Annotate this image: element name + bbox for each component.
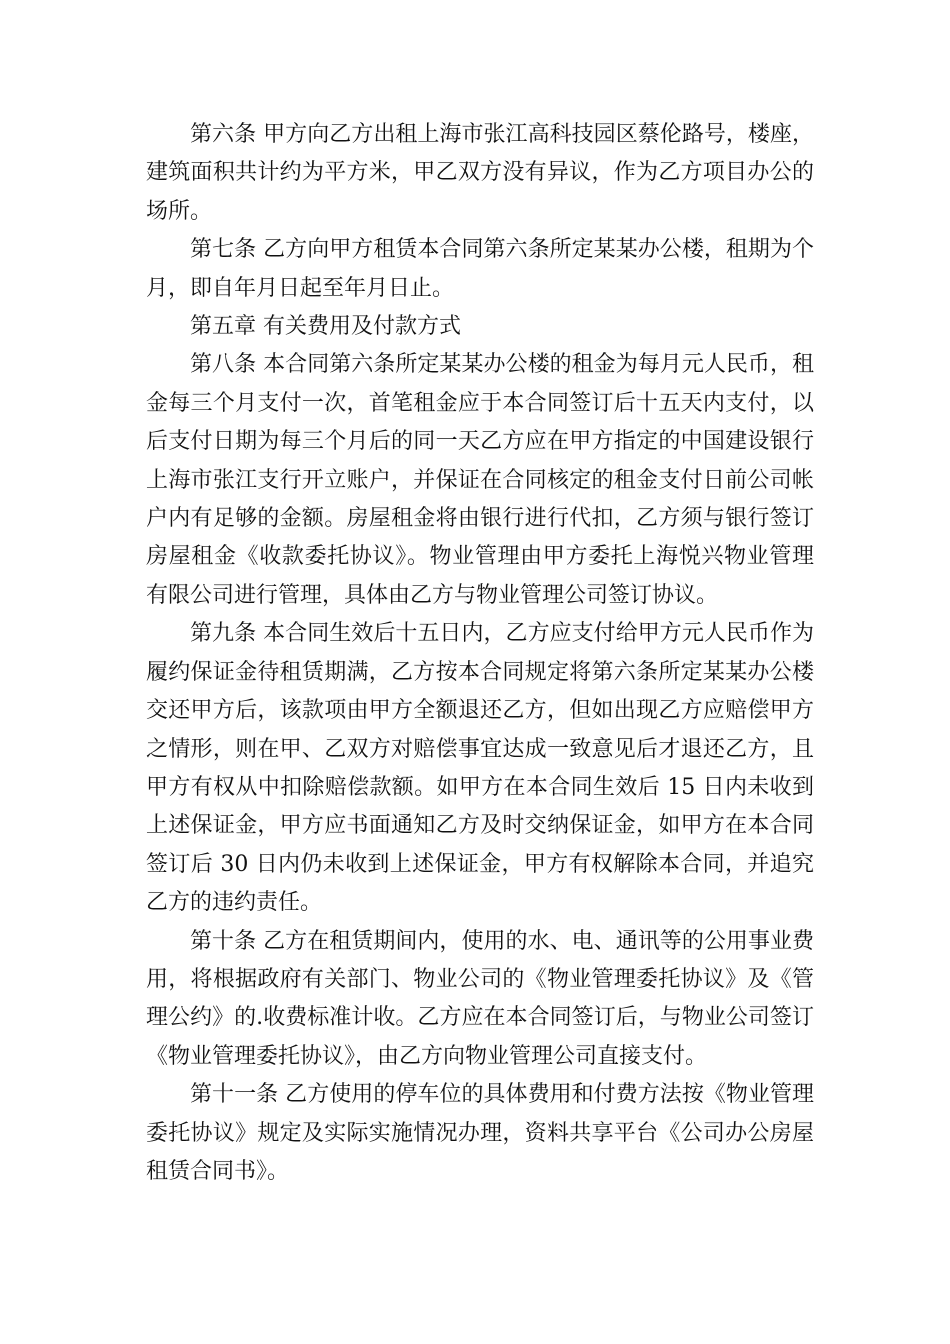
article-6-paragraph: 第六条 甲方向乙方出租上海市张江高科技园区蔡伦路号，楼座，建筑面积共计约为平方米，甲乙双方没有异议，作为乙方项目办公的场所。: [146, 122, 814, 224]
article-9-paragraph: 第九条 本合同生效后十五日内，乙方应支付给甲方元人民币作为履约保证金待租赁期满，乙方按本合同规定将第六条所定某某办公楼交还甲方后，该款项由甲方全额退还乙方，但如出现乙方应赔偿甲方之情形，则在甲、乙双方对赔偿事宜达成一致意见后才退还乙方，且甲方有权从中扣除赔偿款额。如甲方在本合同生效后 15 日内未收到上述保证金，甲方应书面通知乙方及时交纳保证金，如甲方在本合同签订后 30 日内仍未收到上述保证金，甲方有权解除本合同，并追究乙方的违约责任。: [146, 621, 814, 916]
article-10-paragraph: 第十条 乙方在租赁期间内，使用的水、电、通讯等的公用事业费用，将根据政府有关部门、物业公司的《物业管理委托协议》及《管理公约》的.收费标准计收。乙方应在本合同签订后，与物业公司签订《物业管理委托协议》，由乙方向物业管理公司直接支付。: [146, 928, 814, 1069]
article-8-paragraph: 第八条 本合同第六条所定某某办公楼的租金为每月元人民币，租金每三个月支付一次，首笔租金应于本合同签订后十五天内支付，以后支付日期为每三个月后的同一天乙方应在甲方指定的中国建设银行上海市张江支行开立账户，并保证在合同核定的租金支付日前公司帐户内有足够的金额。房屋租金将由银行进行代扣，乙方须与银行签订房屋租金《收款委托协议》。物业管理由甲方委托上海悦兴物业管理有限公司进行管理，具体由乙方与物业管理公司签订协议。: [146, 352, 814, 608]
document-body: [146, 116, 814, 1191]
article-11-paragraph: 第十一条 乙方使用的停车位的具体费用和付费方法按《物业管理委托协议》规定及实际实施情况办理，资料共享平台《公司办公房屋租赁合同书》。: [146, 1082, 814, 1184]
article-7-paragraph: 第七条 乙方向甲方租赁本合同第六条所定某某办公楼，租期为个月，即自年月日起至年月日止。: [146, 237, 814, 301]
chapter-5-heading: 第五章 有关费用及付款方式: [190, 314, 461, 340]
